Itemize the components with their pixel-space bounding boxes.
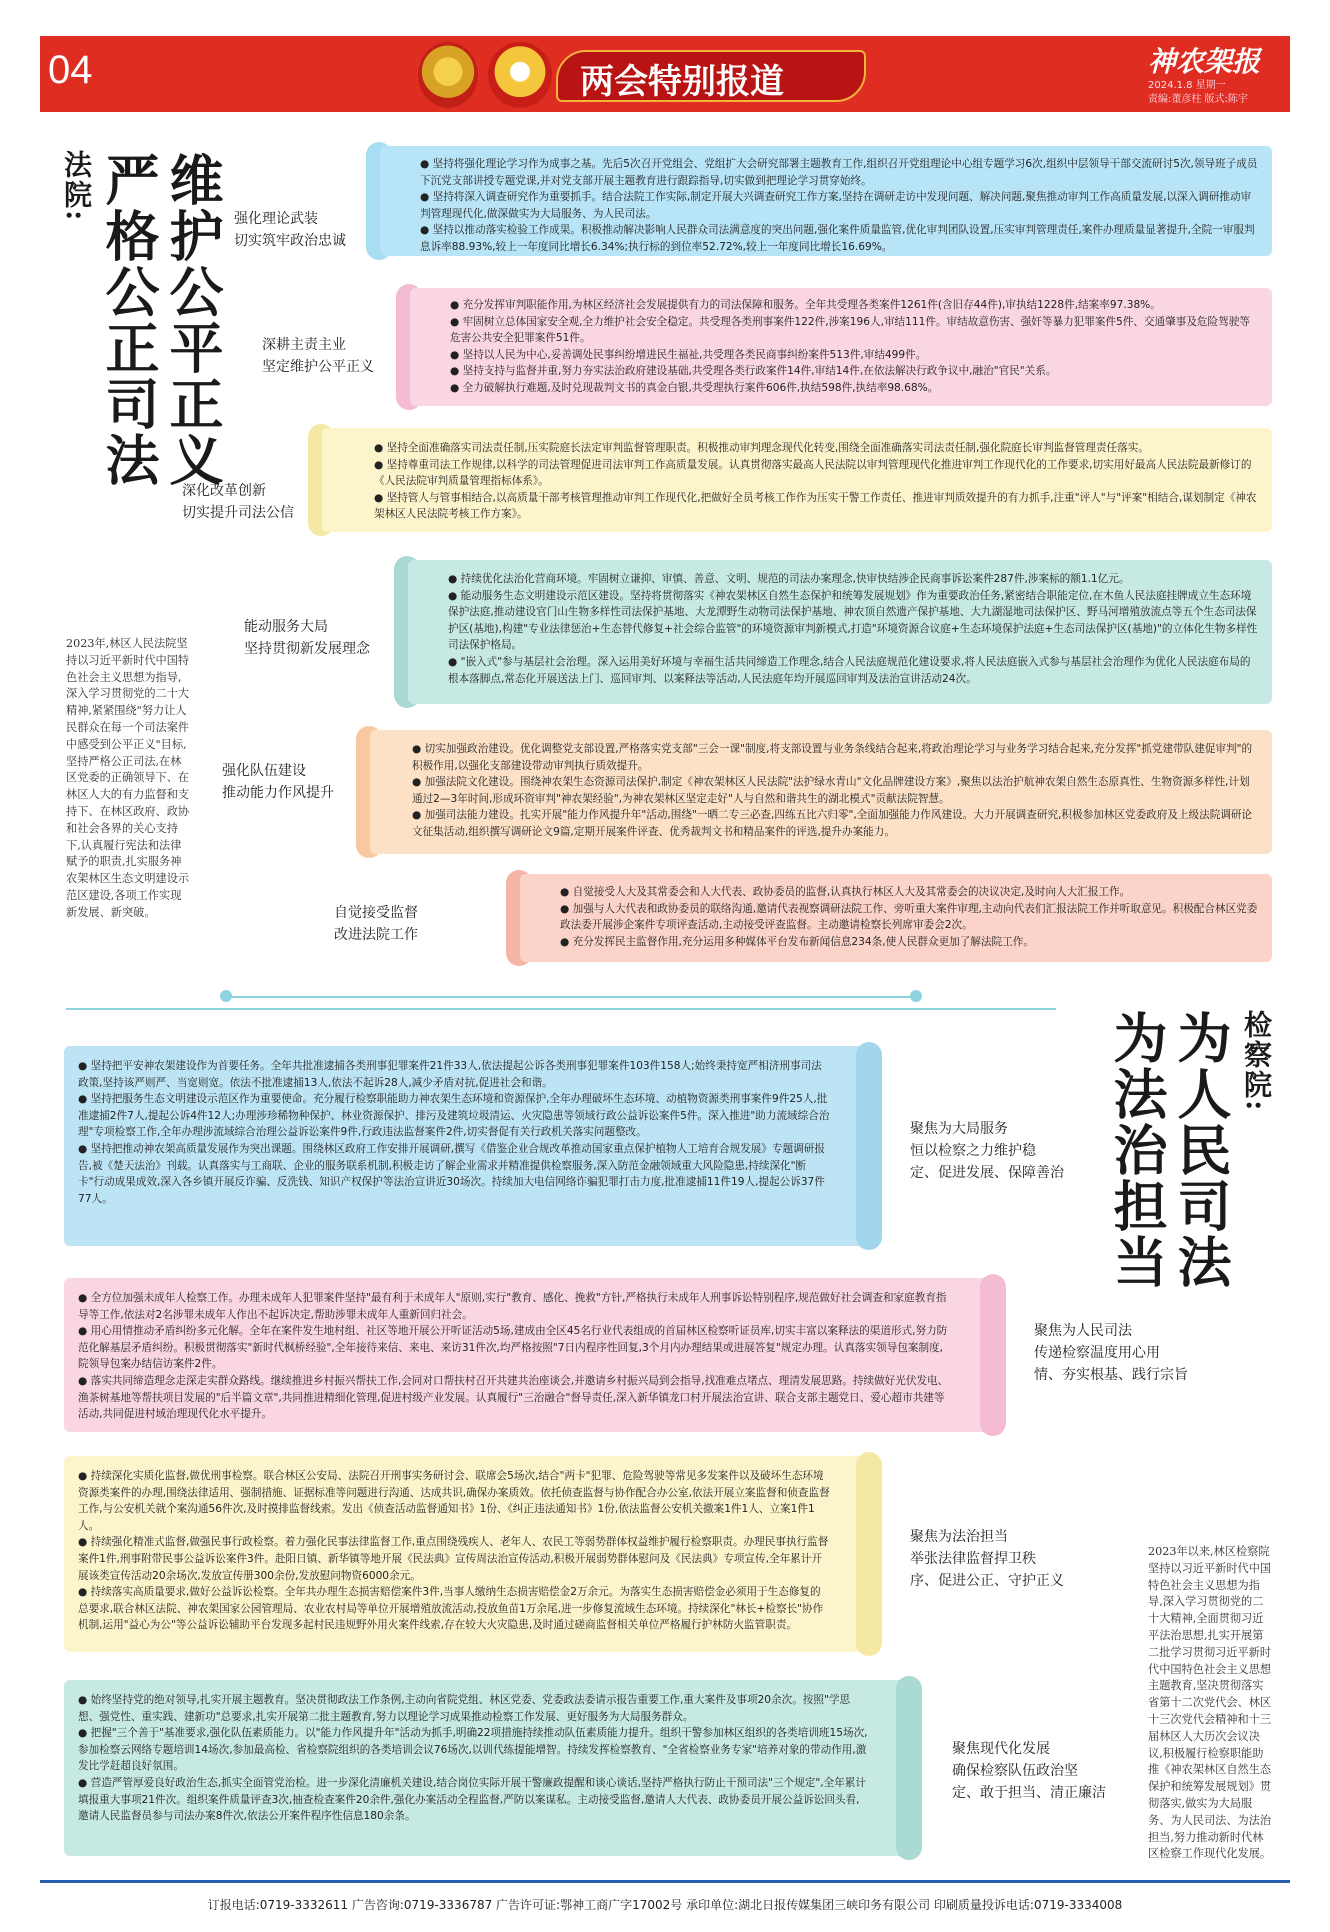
procuratorate-title-line1: 为人民司法 — [1169, 1010, 1233, 1290]
list-item: ● 切实加强政治建设。优化调整党支部设置,严格落实党支部"三会一课"制度,将支部设置与业务条线结合起来,将政治理论学习与业务学习结合起来,充分发挥"抓党建带队建促审判"的积极作用,以强化支部建设带动审判执行质效提升。 — [412, 741, 1258, 774]
scroll-roll — [980, 1274, 1006, 1436]
procuratorate-section-label: 聚焦为大局服务 恒以检察之力维护稳 定、促进发展、保障善治 — [910, 1121, 1064, 1181]
court-panel-3 — [322, 428, 1272, 532]
procuratorate-intro: 2023年以来,林区检察院坚持以习近平新时代中国特色社会主义思想为指导,深入学习贯彻党的二十大精神,全面贯彻习近平法治思想,扎实开展第二批学习贯彻习近平新时代中国特色社会主义思想主题教育,坚决贯彻落实省第十二次党代会、林区十三次党代会精神和十三届林区人大历次会议决议,积极履行检察职能助推《神农架林区自然生态保护和统筹发展规划》贯彻落实,做实为大局服务、为人民司法、为法治担当,努力推动新时代林区检察工作现代化发展。 — [1148, 1545, 1272, 1861]
procuratorate-panel-3 — [64, 1456, 870, 1652]
list-item: ● 加强法院文化建设。围绕神农架生态资源司法保护,制定《神农架林区人民法院"法护绿水青山"文化品牌建设方案》,聚焦以法治护航神农架自然生态原真性、生物资源多样性,计划通过2—3年时间,形成环资审判"神农架经验",为神农架林区坚定走好"人与自然和谐共生的湖北模式"贡献法院智慧。 — [412, 774, 1258, 807]
list-item: ● 坚持将深入调查研究作为重要抓手。结合法院工作实际,制定开展大兴调查研究工作方案,坚持在调研走访中发现问题、解决问题,聚焦推动审判工作高质量发展,以深入调研推动审判管理现代化,做深做实为大局服务、为人民司法。 — [420, 189, 1258, 222]
court-section-label: 深耕主责主业 坚定维护公平正义 — [262, 337, 374, 375]
list-item: ● 加强司法能力建设。扎实开展"能力作风提升年"活动,围绕"一晒二专三必查,四练五比六归零",全面加强能力作风建设。大力开展调查研究,积极参加林区党委政府及上级法院调研论文征集活动,组织撰写调研论文9篇,定期开展案件评查、优秀裁判文书和精品案件的评选,提升办案能力。 — [412, 807, 1258, 840]
court-title-line1: 维护公平正义 — [161, 152, 225, 488]
court-panel-1 — [380, 146, 1272, 256]
list-item: ● 坚持把平安神农架建设作为首要任务。全年共批准逮捕各类刑事犯罪案件21件33人,依法提起公诉各类刑事犯罪案件103件158人;始终秉持宽严相济刑事司法政策,坚持该严则严、当宽则宽。依法不批准逮捕13人,依法不起诉28人,减少矛盾对抗,促进社会和谐。 — [78, 1058, 830, 1091]
list-item: ● 坚持将强化理论学习作为成事之基。先后5次召开党组会、党组扩大会研究部署主题教育工作,组织召开党组理论中心组专题学习6次,组织中层领导干部交流研讨5次,领导班子成员下沉党支部讲授专题党课,并对党支部开展主题教育进行跟踪指导,切实做到把理论学习贯穿始终。 — [420, 156, 1258, 189]
court-org-label: 法院: — [60, 150, 93, 223]
list-item: ● 坚持管人与管事相结合,以高质量干部考核管理推动审判工作现代化,把做好全员考核工作作为压实干警工作责任、推进审判质效提升的有力抓手,注重"评人"与"评案"相结合,谋划制定《神农架林区人民法院考核工作方案》。 — [374, 490, 1258, 523]
procuratorate-panel-1 — [64, 1046, 870, 1246]
cppcc-emblem-icon — [488, 42, 552, 108]
dateline: 2024.1.8 星期一 — [1148, 80, 1226, 91]
list-item: ● 全力破解执行难题,及时兑现裁判文书的真金白银,共受理执行案件606件,执结598件,执结率98.68%。 — [450, 380, 1258, 397]
list-item: ● 加强与人大代表和政协委员的联络沟通,邀请代表视察调研法院工作、旁听重大案件审理,主动向代表们汇报法院工作并听取意见。积极配合林区党委政法委开展涉企案件专项评查活动,主动接受评查监督。主动邀请检察长列席审委会2次。 — [560, 901, 1258, 934]
court-title-line2: 严格公正司法 — [97, 152, 161, 488]
procuratorate-panel-2 — [64, 1278, 992, 1432]
court-section-label: 自觉接受监督 改进法院工作 — [334, 905, 418, 943]
procuratorate-title-line2: 为法治担当 — [1105, 1010, 1169, 1290]
list-item: ● 坚持全面准确落实司法责任制,压实院庭长法定审判监督管理职责。积极推动审判理念现代化转变,围绕全面准确落实司法责任制,强化院庭长审判监督管理责任落实。 — [374, 440, 1258, 457]
court-panel-2 — [410, 288, 1272, 406]
footer-rule — [40, 1880, 1290, 1883]
masthead: 神农架报 — [1148, 45, 1261, 78]
list-item: ● 牢固树立总体国家安全观,全力维护社会安全稳定。共受理各类刑事案件122件,涉案196人,审结111件。审结故意伤害、强奸等暴力犯罪案件5件、交通肇事及危险驾驶等危害公共安全犯罪案件51件。 — [450, 314, 1258, 347]
court-section-label: 深化改革创新 切实提升司法公信 — [182, 483, 294, 521]
procuratorate-section-label: 聚焦为人民司法 传递检察温度用心用 情、夯实根基、践行宗旨 — [1034, 1323, 1188, 1383]
list-item: ● 能动服务生态文明建设示范区建设。坚持将贯彻落实《神农架林区自然生态保护和统筹发展规划》作为重要政治任务,紧密结合职能定位,在木鱼人民法庭挂牌成立生态环境保护法庭,推动建设官门山生物多样性司法保护基地、大龙潭野生动物司法保护基地、神农顶自然遗产保护基地、大九湖湿地司法保护区、野马河增殖放流点等五个生态司法保护区(基地),构建"专业法律惩治+生态替代修复+社会综合监管"的环境资源审判新模式,打造"环境资源合议庭+生态环境保护法庭+生态司法保护区(基地)"的立体化生物多样性司法保护格局。 — [448, 588, 1258, 654]
divider-line — [226, 996, 916, 998]
divider-dot — [910, 990, 922, 1002]
list-item: ● 落实共同缔造理念走深走实群众路线。继续推进乡村振兴帮扶工作,会同对口帮扶村召开共建共治座谈会,并邀请乡村振兴局到会指导,找准难点堵点、理清发展思路。持续做好光伏发电、渔茶树基地等帮扶项目发展的"后半篇文章",共同推进精细化管理,促进村级产业发展。认真履行"三治融合"督导责任,深入新华镇龙口村开展法治宣讲、联合支部主题党日、爱心超市共建等活动,共同促进村域治理现代化水平提升。 — [78, 1373, 952, 1423]
list-item: ● 持续优化法治化营商环境。牢固树立谦抑、审慎、善意、文明、规范的司法办案理念,快审快结涉企民商事诉讼案件287件,涉案标的额1.1亿元。 — [448, 571, 1258, 588]
list-item: ● 充分发挥民主监督作用,充分运用多种媒体平台发布新闻信息234条,使人民群众更加了解法院工作。 — [560, 934, 1258, 951]
list-item: ● 把握"三个善于"基准要求,强化队伍素质能力。以"能力作风提升年"活动为抓手,明确22项措施持续推动队伍素质能力提升。组织干警参加林区组织的各类培训班15场次,参加检察云网络专题培训14场次,参加最高检、省检察院组织的各类培训会议76场次,以训代练提能增智。持续发挥检察教育、"全省检察业务专家"培养对象的带动作用,激发比学赶超良好氛围。 — [78, 1725, 870, 1775]
list-item: ● 坚持尊重司法工作规律,以科学的司法管理促进司法审判工作高质量发展。认真贯彻落实最高人民法院以审判管理现代化推进审判工作现代化的工作要求,切实用好最高人民法院最新修订的《人民法院审判质量管理指标体系》。 — [374, 457, 1258, 490]
national-emblem-icon — [418, 42, 478, 108]
list-item: ● 持续深化实质化监督,做优刑事检察。联合林区公安局、法院召开刑事实务研讨会、联席会5场次,结合"两卡"犯罪、危险驾驶等常见多发案件以及破坏生态环境资源类案件的办理,围绕法律适用、强制措施、证据标准等问题进行沟通、达成共识,确保办案质效。依托侦查监督与协作配合办公室,依法开展立案监督和侦查监督工作,与公安机关就个案沟通56件次,及时摸排监督线索。发出《侦查活动监督通知书》1份、《纠正违法通知书》1份,依法监督公安机关撤案1件1人、立案1件1人。 — [78, 1468, 830, 1534]
list-item: ● 始终坚持党的绝对领导,扎实开展主题教育。坚决贯彻政法工作条例,主动向省院党组、林区党委、党委政法委请示报告重要工作,重大案件及事项20余次。按照"学思想、强党性、重实践、建新功"总要求,扎实开展第二批主题教育,努力以理论学习成果推动检察工作发展、更好服务为大局服务群众。 — [78, 1692, 870, 1725]
list-item: ● 用心用情推动矛盾纠纷多元化解。全年在案件发生地村组、社区等地开展公开听证活动5场,建成由全区45名行业代表组成的首届林区检察听证员库,切实丰富以案释法的渠道形式,努力防范化解基层矛盾纠纷。积极贯彻落实"新时代枫桥经验",全年接待来信、来电、来访31件次,均严格按照"7日内程序性回复,3个月内办理结果或进展答复"规定办理。认真落实领导包案制度,院领导包案办结信访案件2件。 — [78, 1323, 952, 1373]
list-item: ● 营造严管厚爱良好政治生态,抓实全面管党治检。进一步深化清廉机关建设,结合岗位实际开展干警廉政提醒和谈心谈话,坚持严格执行防止干预司法"三个规定",全年累计填报重大事项21件次。组织案件质量评查3次,抽查检查案件20余件,强化办案活动全程监督,严防以案谋私。主动接受监督,邀请人大代表、政协委员开展公益诉讼回头看,邀请人民监督员参与司法办案8件次,依法公开案件程序性信息180余条。 — [78, 1775, 870, 1825]
court-section-label: 强化队伍建设 推动能力作风提升 — [222, 763, 334, 801]
court-panel-6 — [520, 874, 1272, 962]
procuratorate-section-label: 聚焦现代化发展 确保检察队伍政治坚 定、敢于担当、清正廉洁 — [952, 1741, 1106, 1801]
list-item: ● 坚持以人民为中心,妥善调处民事纠纷增进民生福祉,共受理各类民商事纠纷案件513件,审结499件。 — [450, 347, 1258, 364]
court-section-label: 强化理论武装 切实筑牢政治忠诚 — [234, 211, 346, 249]
scroll-roll — [896, 1676, 922, 1860]
procuratorate-panel-4 — [64, 1680, 910, 1856]
divider-line — [66, 1008, 1056, 1010]
procuratorate-org-label: 检察院: — [1240, 1010, 1273, 1113]
scroll-roll — [856, 1042, 882, 1250]
court-panel-4 — [408, 560, 1272, 704]
procuratorate-section-label: 聚焦为法治担当 举张法律监督捍卫秩 序、促进公正、守护正义 — [910, 1529, 1064, 1589]
list-item: ● "嵌入式"参与基层社会治理。深入运用美好环境与幸福生活共同缔造工作理念,结合人民法庭规范化建设要求,将人民法庭嵌入式参与基层社会治理作为优化人民法庭布局的根本落脚点,常态化开展送法上门、巡回审判、以案释法等活动,人民法庭年均开展巡回审判及法治宣讲活动24次。 — [448, 654, 1258, 687]
court-section-label: 能动服务大局 坚持贯彻新发展理念 — [244, 619, 370, 657]
page-number: 04 — [48, 48, 93, 92]
list-item: ● 坚持把服务生态文明建设示范区作为重要使命。充分履行检察职能助力神农架生态环境和资源保护,全年办理破坏生态环境、动植物资源类刑事案件9件25人,批准逮捕2件7人,提起公诉4件12人;办理涉珍稀物种保护、林业资源保护、排污及建筑垃圾清运、火灾隐患等领域行政公益诉讼案件5件。深入推进"助力流域综合治理"专项检察工作,全年办理涉流域综合治理公益诉讼案件9件,行政违法监督案件2件,切实督促有关行政机关落实问题整改。 — [78, 1091, 830, 1141]
court-panel-5 — [370, 730, 1272, 854]
list-item: ● 持续强化精准式监督,做强民事行政检察。着力强化民事法律监督工作,重点围绕残疾人、老年人、农民工等弱势群体权益维护履行检察职责。办理民事执行监督案件1件,刑事附带民事公益诉讼案件3件。赴阳日镇、新华镇等地开展《民法典》宣传周法治宣传活动,积极开展弱势群体慰问及《民法典》专项宣传,全年累计开展该类宣传活动20余场次,发放宣传册300余份,发放慰问物资6000余元。 — [78, 1534, 830, 1584]
list-item: ● 坚持支持与监督并重,努力夯实法治政府建设基础,共受理各类行政案件14件,审结14件,在依法解决行政争议中,融治"官民"关系。 — [450, 363, 1258, 380]
list-item: ● 全方位加强未成年人检察工作。办理未成年人犯罪案件坚持"最有利于未成年人"原则,实行"教育、感化、挽救"方针,严格执行未成年人刑事诉讼特别程序,规范做好社会调查和家庭教育指导等工作,依法对2名涉罪未成年人作出不起诉决定,帮助涉罪未成年人重新回归社会。 — [78, 1290, 952, 1323]
list-item: ● 充分发挥审判职能作用,为林区经济社会发展提供有力的司法保障和服务。全年共受理各类案件1261件(含旧存44件),审执结1228件,结案率97.38%。 — [450, 297, 1258, 314]
court-intro: 2023年,林区人民法院坚持以习近平新时代中国特色社会主义思想为指导,深入学习贯彻党的二十大精神,紧紧围绕"努力让人民群众在每一个司法案件中感受到公平正义"目标,坚持严格公正司法,在林区党委的正确领导下、在林区人大的有力监督和支持下、在林区政府、政协和社会各界的关心支持下,认真履行宪法和法律赋予的职责,扎实服务神农架林区生态文明建设示范区建设,各项工作实现新发展、新突破。 — [66, 637, 190, 919]
list-item: ● 自觉接受人大及其常委会和人大代表、政协委员的监督,认真执行林区人大及其常委会的决议决定,及时向人大汇报工作。 — [560, 884, 1258, 901]
editor-credit: 责编:董彦柱 版式:陈宇 — [1148, 94, 1248, 105]
list-item: ● 坚持把推动神农架高质量发展作为突出课题。围绕林区政府工作安排开展调研,撰写《借鉴企业合规改革推动国家重点保护植物人工培育合规发展》专题调研报告,被《楚天法治》刊载。认真落实与工商联、企业的服务联系机制,积极走访了解企业需求并精准提供检察服务,深入防范金融领域重大风险隐患,持续深化"断卡"行动成果成效,深入各乡镇开展反诈骗、反洗钱、知识产权保护等法治宣讲近30场次。持续加大电信网络诈骗犯罪打击力度,批准逮捕11件19人,提起公诉37件77人。 — [78, 1141, 830, 1207]
section-title: 两会特别报道 — [580, 62, 784, 102]
list-item: ● 持续落实高质量要求,做好公益诉讼检察。全年共办理生态损害赔偿案件3件,当事人缴纳生态损害赔偿金2万余元。为落实生态损害赔偿金必须用于生态修复的总要求,联合林区法院、神农架国家公园管理局、农业农村局等单位开展增殖放流活动,投放鱼苗1万余尾,进一步修复流域生态环境。持续深化"林长+检察长"协作机制,运用"益心为公"等公益诉讼辅助平台发现多起村民违规野外用火案件线索,存在较大火灾隐患,及时通过磋商监督相关单位严格履行护林防火监管职责。 — [78, 1584, 830, 1634]
scroll-roll — [856, 1452, 882, 1656]
footer-info: 订报电话:0719-3332611 广告咨询:0719-3336787 广告许可证:鄂神工商广字17002号 承印单位:湖北日报传媒集团三峡印务有限公司 印刷质量投诉电话:0719-3334008 — [207, 1898, 1123, 1912]
list-item: ● 坚持以推动落实检验工作成果。积极推动解决影响人民群众司法满意度的突出问题,强化案件质量监管,优化审判团队设置,压实审判管理责任,案件办理质量显著提升,全院一审服判息诉率88.93%,较上一年度同比增长6.34%;执行标的到位率52.72%,较上一年度同比增长16.69%。 — [420, 222, 1258, 255]
